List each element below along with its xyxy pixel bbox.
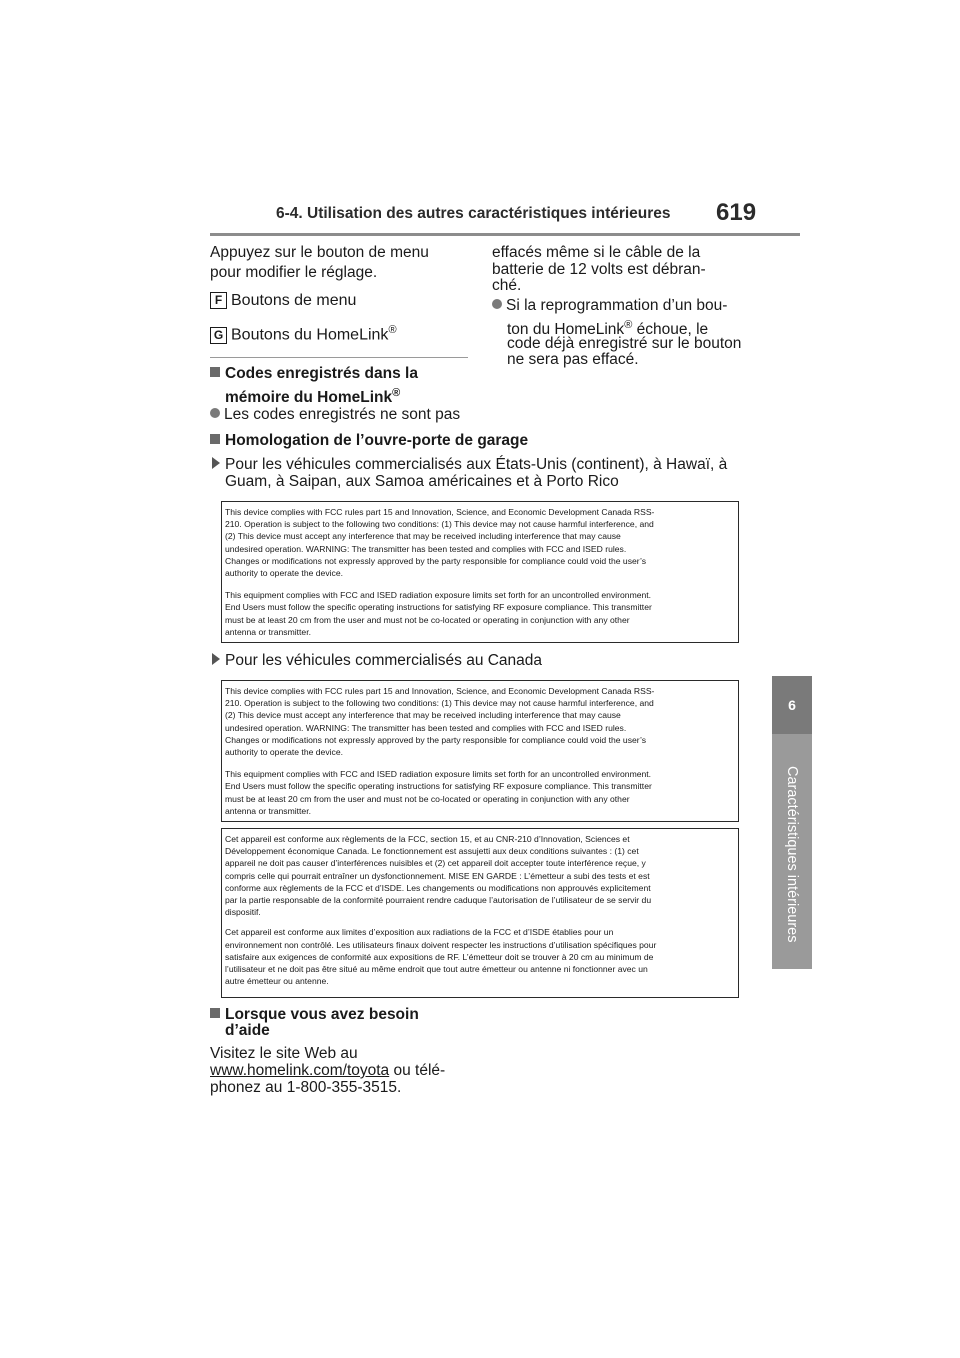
column-divider (210, 357, 468, 358)
cont-line-2: batterie de 12 volts est débran- (492, 261, 706, 278)
intro-line-1: Appuyez sur le bouton de menu (210, 244, 429, 261)
item-g (210, 320, 397, 345)
ised-p1-l1: Cet appareil est conforme aux règlements de la FCC, section 15, et au CNR-210 d’Innovation, Sciences et (225, 834, 630, 844)
us-line-1-text: Pour les véhicules commercialisés aux États-Unis (continent), à Hawaï, à (225, 456, 728, 473)
codes-bullet-text: Les codes enregistrés ne sont pas (224, 406, 461, 423)
homelink-website-link[interactable]: www.homelink.com/toyota (210, 1062, 390, 1079)
fcc-ca-p1-l6: authority to operate the device. (225, 747, 344, 758)
fcc-ca-p2-l4: antenna or transmitter. (225, 805, 311, 816)
codes-heading-1-text: Codes enregistrés dans la (225, 365, 418, 382)
help-line-2 (210, 1062, 445, 1080)
fcc-ca-p2-l2: End Users must follow the specific operating instructions for satisfying RF exposure compliance. This transmitter (225, 781, 652, 792)
item-g-label: Boutons du HomeLink (231, 326, 389, 344)
fcc-ca-p1-l3: (2) This device must accept any interference that may be received including interference that may cause (225, 710, 621, 721)
fcc-us-p2-l1: This equipment complies with FCC and ISED radiation exposure limits set forth for an uncontrolled environment. (225, 590, 652, 601)
page-number: 619 (716, 199, 757, 226)
ised-p1-l2: Développement économique Canada. Le fonctionnement est assujetti aux deux conditions suivantes : (1) cet (225, 846, 639, 857)
help-line-2-rest: ou télé- (389, 1062, 446, 1079)
help-line-1: Visitez le site Web au (210, 1045, 358, 1062)
codes-bullet (210, 406, 460, 424)
chapter-tab-label (772, 744, 812, 964)
homologation-heading-text: Homologation de l’ouvre-porte de garage (225, 432, 529, 449)
ised-p1-l5: conforme aux règlements de la FCC et d’ISDE. Les changements ou modifications non approuvés explicitement (225, 882, 651, 893)
badge-g: G (210, 327, 227, 344)
header-divider (210, 233, 800, 236)
codes-heading-2 (225, 384, 400, 407)
fcc-us-p2-l4: antenna or transmitter. (225, 626, 311, 637)
ised-p1-l4: compris celle qui pourrait entraîner un dysfonctionnement. MISE EN GARDE : L’émetteur a subi des tests et est (225, 870, 650, 881)
us-line-1 (212, 456, 727, 474)
fcc-ca-p2-l1: This equipment complies with FCC and ISED radiation exposure limits set forth for an uncontrolled environment. (225, 769, 652, 780)
registered-mark: ® (624, 319, 633, 331)
ised-p1-l7: dispositif. (225, 907, 261, 918)
ised-p2-l1: Cet appareil est conforme aux limites d’exposition aux radiations de la FCC et d’ISDE établies pour un (225, 927, 614, 938)
fcc-us-p1-l4: undesired operation. WARNING: The transmitter has been tested and complies with FCC and ISED rules. (225, 543, 627, 554)
triangle-bullet-icon (212, 457, 220, 469)
square-bullet-icon (210, 434, 220, 444)
triangle-bullet-icon (212, 653, 220, 665)
badge-f: F (210, 292, 227, 309)
bullet2-line-1-text: Si la reprogrammation d’un bou- (506, 297, 728, 314)
circle-bullet-icon (492, 299, 502, 309)
ised-p2-l2: environnement non contrôlé. Les utilisateurs finaux doivent respecter les instructions d’utilisation spécifiques pour (225, 939, 657, 950)
bullet2-line-2b-text: échoue, le (632, 321, 709, 339)
circle-bullet-icon (210, 408, 220, 418)
fcc-ca-p1-l2: 210. Operation is subject to the following two conditions: (1) This device may not cause harmful interference, and (225, 698, 654, 709)
bullet2-line-4: ne sera pas effacé. (507, 351, 639, 368)
item-f-label: Boutons de menu (231, 292, 357, 309)
bullet2-line-2a-text: ton du HomeLink (507, 321, 625, 339)
ised-p1-l3: appareil ne doit pas causer d’interférences nuisibles et (2) cet appareil doit accepter toute interférence reçue, y (225, 858, 646, 869)
fcc-us-p1-l3: (2) This device must accept any interference that may be received including interference that may cause (225, 531, 621, 542)
fcc-us-p1-l6: authority to operate the device. (225, 568, 344, 579)
item-f (210, 291, 356, 311)
fcc-ca-p1-l5: Changes or modifications not expressly approved by the party responsible for compliance could void the user’s (225, 734, 647, 745)
help-heading-2: d’aide (225, 1022, 270, 1039)
canada-line (212, 652, 542, 670)
ised-p2-l3: satisfaire aux exigences de conformité aux expositions de RF. L’émetteur doit se trouver à 20 cm au minimum de (225, 951, 654, 962)
square-bullet-icon (210, 367, 220, 377)
fcc-us-p1-l5: Changes or modifications not expressly approved by the party responsible for compliance could void the user’s (225, 555, 647, 566)
ised-p1-l6: par la partie responsable de la conformité pourraient rendre caduque l’autorisation de l’utilisateur de se servir du (225, 895, 652, 906)
fcc-us-p2-l3: must be at least 20 cm from the user and must not be co-located or operating in conjunction with any other (225, 614, 630, 625)
codes-heading-2-text: mémoire du HomeLink (225, 389, 393, 407)
bullet2-line-1 (492, 297, 727, 315)
chapter-tab-number: 6 (772, 676, 812, 734)
fcc-us-p1-l1: This device complies with FCC rules part 15 and Innovation, Science, and Economic Development Canada RSS- (225, 507, 655, 517)
fcc-ca-p2-l3: must be at least 20 cm from the user and must not be co-located or operating in conjunction with any other (225, 793, 630, 804)
fcc-notice-box-us (221, 501, 739, 643)
fcc-ca-p1-l1: This device complies with FCC rules part 15 and Innovation, Science, and Economic Development Canada RSS- (225, 686, 655, 696)
bullet2-line-3: code déjà enregistré sur le bouton (507, 335, 742, 352)
square-bullet-icon (210, 1008, 220, 1018)
help-heading-1-text: Lorsque vous avez besoin (225, 1006, 419, 1023)
fcc-us-p1-l2: 210. Operation is subject to the following two conditions: (1) This device may not cause harmful interference, and (225, 519, 654, 530)
homologation-heading (210, 432, 528, 450)
codes-heading-1 (210, 365, 418, 383)
fcc-us-p2-l2: End Users must follow the specific operating instructions for satisfying RF exposure compliance. This transmitter (225, 602, 652, 613)
ised-p2-l4: l’utilisateur et ne doit pas être situé au même endroit que tout autre émetteur ou antenne ni fonctionner avec un (225, 964, 648, 975)
registered-mark: ® (392, 387, 401, 399)
cont-line-1: effacés même si le câble de la (492, 244, 701, 261)
cont-line-3: ché. (492, 277, 522, 294)
ised-p2-l5: autre émetteur ou antenne. (225, 976, 329, 987)
ised-notice-box-fr (221, 828, 739, 998)
section-title: 6-4. Utilisation des autres caractéristiques intérieures (276, 205, 671, 222)
canada-line-text: Pour les véhicules commercialisés au Canada (225, 652, 543, 669)
chapter-tab-label-text: Caractéristiques intérieures (784, 765, 800, 943)
help-line-3: phonez au 1-800-355-3515. (210, 1079, 402, 1096)
fcc-notice-box-canada (221, 680, 739, 822)
us-line-2: Guam, à Saipan, aux Samoa américaines et à Porto Rico (225, 473, 619, 490)
fcc-ca-p1-l4: undesired operation. WARNING: The transmitter has been tested and complies with FCC and ISED rules. (225, 722, 627, 733)
intro-line-2: pour modifier le réglage. (210, 264, 378, 281)
registered-mark: ® (388, 324, 397, 336)
